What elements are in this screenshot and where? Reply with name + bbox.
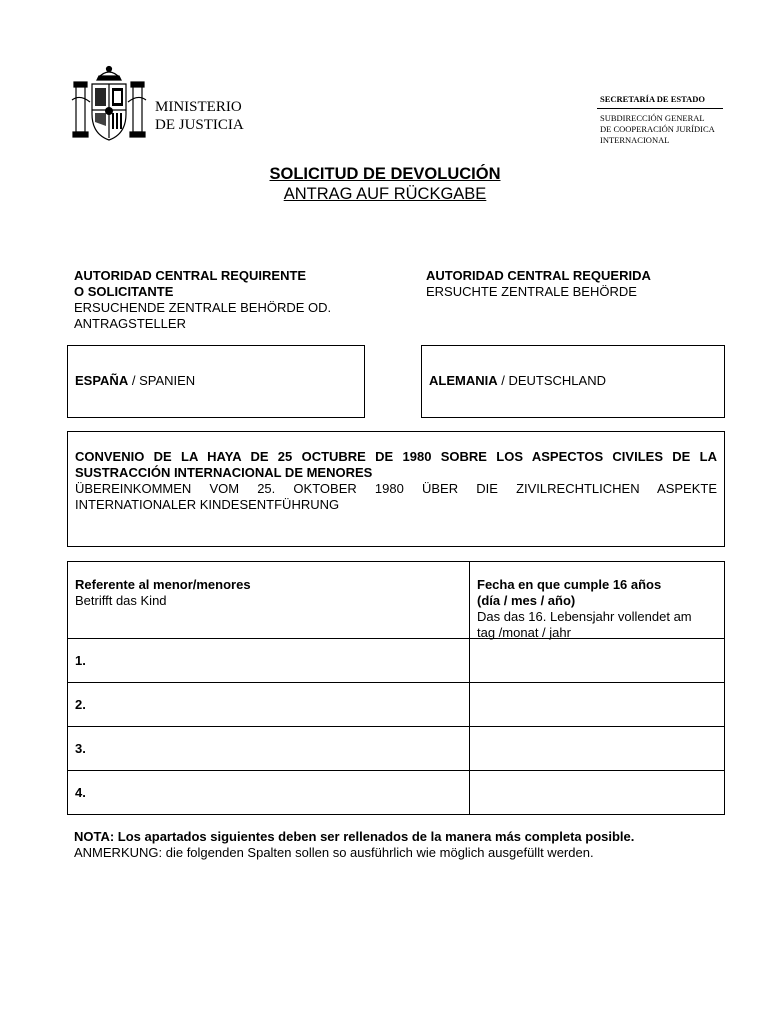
requesting-authority-label: AUTORIDAD CENTRAL REQUIRENTE O SOLICITANTE ERSUCHENDE ZENTRALE BEHÖRDE OD. ANTRAGSTELLER — [74, 268, 332, 331]
table-row-divider — [68, 726, 724, 727]
requesting-country-field[interactable] — [67, 345, 365, 418]
secretaria-label: SECRETARÍA DE ESTADO — [600, 94, 706, 104]
subdireccion-label: SUBDIRECCIÓN GENERAL DE COOPERACIÓN JURÍDICA INTERNACIONAL — [600, 113, 715, 145]
convention-es-line2: SUSTRACCIÓN INTERNACIONAL DE MENORES — [75, 465, 373, 480]
children-table — [67, 561, 725, 815]
requested-country-field[interactable] — [421, 345, 725, 418]
table-row-divider — [68, 770, 724, 771]
note-text — [74, 829, 634, 861]
convention-de-line1: ÜBEREINKOMMEN VOM 25. OKTOBER 1980 ÜBER DIE ZIVILRECHTLICHEN ASPEKTE — [75, 481, 717, 496]
requesting-country-es: ESPAÑA — [75, 373, 129, 388]
table-row-number: 1. — [75, 653, 86, 668]
requested-authority-label: AUTORIDAD CENTRAL REQUERIDA ERSUCHTE ZENTRALE BEHÖRDE — [426, 268, 651, 299]
note-de: ANMERKUNG: die folgenden Spalten sollen so ausführlich wie möglich ausgefüllt werden. — [74, 845, 594, 860]
convention-es-line1: CONVENIO DE LA HAYA DE 25 OCTUBRE DE 1980 SOBRE LOS ASPECTOS CIVILES DE LA — [75, 449, 717, 464]
requesting-country-de: / SPANIEN — [131, 373, 196, 388]
title-de: ANTRAG AUF RÜCKGABE — [283, 185, 487, 203]
table-header-birthday: Fecha en que cumple 16 años (día / mes / año) Das das 16. Lebensjahr vollendet am tag /monat / jahr — [477, 577, 692, 640]
convention-de-line2: INTERNATIONALER KINDESENTFÜHRUNG — [75, 497, 340, 512]
table-row-divider — [68, 682, 724, 683]
coat-of-arms-logo — [70, 64, 148, 144]
note-es: NOTA: Los apartados siguientes deben ser rellenados de la manera más completa posible. — [74, 829, 635, 844]
table-row-number: 2. — [75, 697, 86, 712]
requested-country-es: ALEMANIA — [429, 373, 498, 388]
table-row-number: 3. — [75, 741, 86, 756]
table-column-divider — [469, 562, 470, 814]
title-es: SOLICITUD DE DEVOLUCIÓN — [269, 165, 501, 183]
requested-country-de: / DEUTSCHLAND — [501, 373, 606, 388]
header-divider — [597, 108, 723, 109]
ministry-name: MINISTERIO DE JUSTICIA — [155, 99, 244, 133]
document-title — [0, 164, 770, 204]
table-row-number: 4. — [75, 785, 86, 800]
convention-box — [67, 431, 725, 547]
table-header-child: Referente al menor/menores Betrifft das Kind — [75, 577, 251, 608]
